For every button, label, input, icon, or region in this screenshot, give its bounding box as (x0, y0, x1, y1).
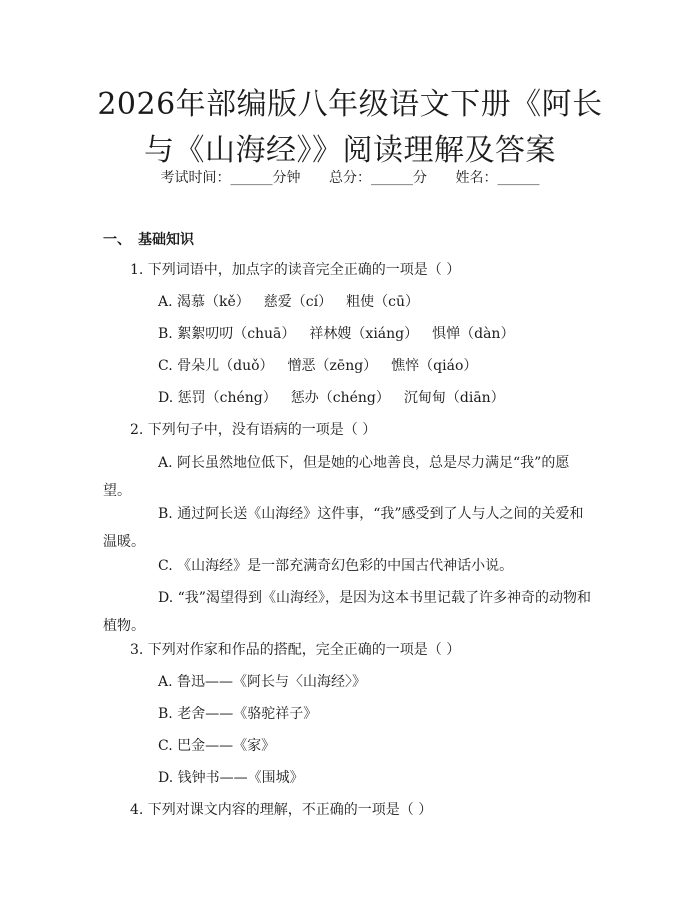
question-1-option-d (158, 388, 505, 408)
question-1-option-a (158, 292, 419, 312)
option-item: 惧惮（dàn） (432, 326, 515, 342)
student-name-field: 姓名：______ (455, 170, 540, 186)
section-label: 基础知识 (138, 232, 194, 248)
option-item: D. 惩罚（chéng） (158, 390, 277, 406)
question-1-option-c (158, 356, 477, 376)
option-item: 惩办（chéng） (290, 390, 390, 406)
exam-time-field: 考试时间：______分钟 (160, 170, 301, 186)
option-item: A. 渴慕（kě） (158, 294, 250, 310)
section-number: 一、 (103, 232, 131, 248)
question-3-option-a: A. 鲁迅——《阿长与〈山海经〉》 (158, 674, 367, 690)
question-3-option-b: B. 老舍——《骆驼祥子》 (158, 706, 318, 722)
question-3-option-c: C. 巴金——《家》 (158, 738, 276, 754)
option-item: 粗使（cū） (346, 294, 419, 310)
question-3-option-d: D. 钱钟书——《围城》 (158, 770, 304, 786)
question-2-option-d: D. “我”渴望得到《山海经》，是因为这本书里记载了许多神奇的动物和植物。 (103, 590, 591, 634)
document-title: 2026年部编版八年级语文下册《阿长与《山海经》》阅读理解及答案 (97, 87, 603, 168)
exam-info (0, 168, 700, 188)
option-item: 沉甸甸（diān） (403, 390, 505, 406)
option-item: 憎恶（zēng） (287, 358, 378, 374)
option-item: 憔悴（qiáo） (391, 358, 478, 374)
total-score-field: 总分：______分 (329, 170, 427, 186)
section-heading-basic-knowledge (103, 230, 194, 250)
question-2-option-c: C. 《山海经》是一部充满奇幻色彩的中国古代神话小说。 (158, 558, 514, 574)
question-1-stem: 1. 下列词语中，加点字的读音完全正确的一项是（ ） (130, 262, 461, 278)
option-item: C. 骨朵儿（duǒ） (158, 358, 274, 374)
question-1-option-b (158, 324, 514, 344)
option-item: 慈爱（cí） (263, 294, 333, 310)
question-2-stem: 2. 下列句子中，没有语病的一项是（ ） (130, 422, 377, 438)
question-2-option-b: B. 通过阿长送《山海经》这件事，“我”感受到了人与人之间的关爱和温暖。 (103, 506, 584, 550)
question-2-option-a: A. 阿长虽然地位低下，但是她的心地善良，总是尽力满足“我”的愿望。 (103, 455, 570, 499)
question-3-stem: 3. 下列对作家和作品的搭配，完全正确的一项是（ ） (130, 642, 461, 658)
option-item: 祥林嫂（xiáng） (309, 326, 419, 342)
option-item: B. 絮絮叨叨（chuā） (158, 326, 296, 342)
question-4-stem: 4. 下列对课文内容的理解，不正确的一项是（ ） (130, 802, 433, 818)
